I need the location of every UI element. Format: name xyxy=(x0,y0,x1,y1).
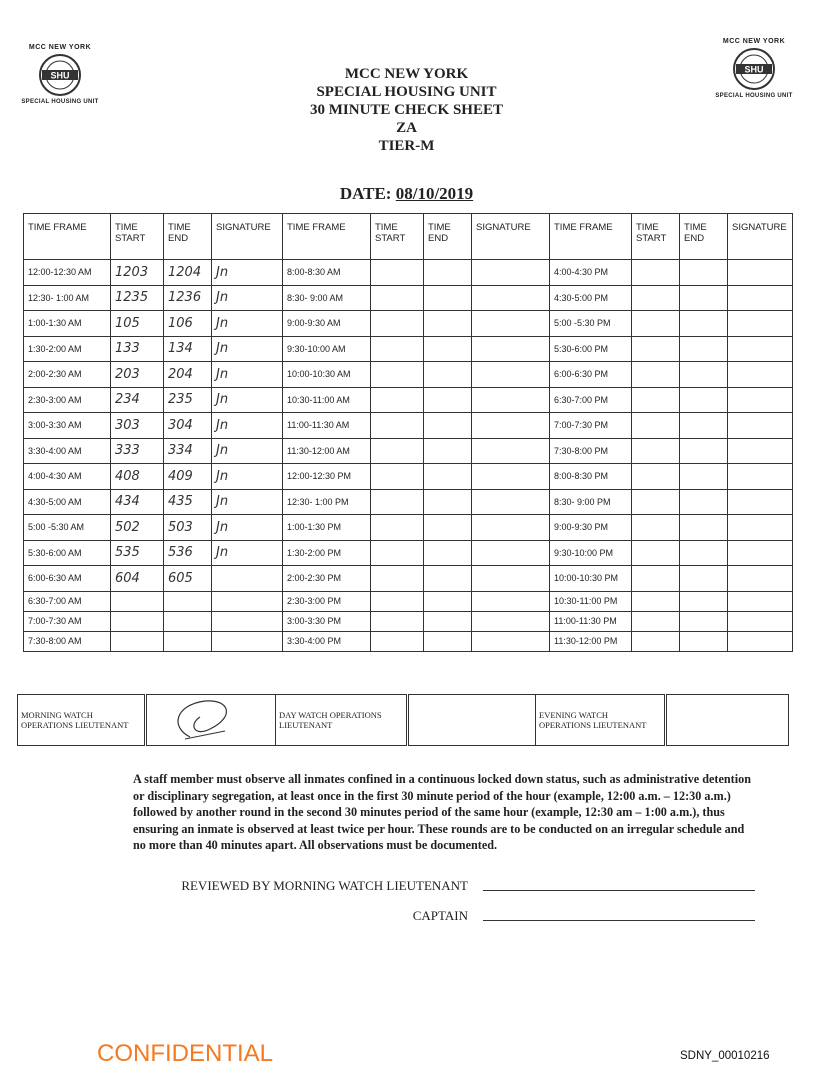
evening-lieutenant-label: EVENING WATCH OPERATIONS LIEUTENANT xyxy=(536,695,666,746)
time-frame-am: 1:00-1:30 AM xyxy=(24,311,111,337)
signature-cell: Jn xyxy=(212,489,283,515)
logo-bottom-text: SPECIAL HOUSING UNIT xyxy=(21,99,99,105)
time-end-cell xyxy=(680,311,728,337)
time-end-cell xyxy=(680,260,728,286)
time-frame-pm: 7:00-7:30 PM xyxy=(550,413,632,439)
time-frame-day: 12:00-12:30 PM xyxy=(283,464,371,490)
signature-cell xyxy=(728,311,793,337)
time-end-cell xyxy=(424,566,472,592)
time-start-cell: 333 xyxy=(111,438,164,464)
time-frame-day: 8:00-8:30 AM xyxy=(283,260,371,286)
time-end-cell xyxy=(680,591,728,611)
table-row xyxy=(24,489,793,515)
date-label: DATE: xyxy=(339,184,392,203)
time-frame-pm: 6:30-7:00 PM xyxy=(550,387,632,413)
signature-cell: Jn xyxy=(212,285,283,311)
table-row xyxy=(24,611,793,631)
signature-cell xyxy=(472,413,550,439)
time-frame-day: 12:30- 1:00 PM xyxy=(283,489,371,515)
time-end-cell xyxy=(680,540,728,566)
time-end-cell xyxy=(424,611,472,631)
time-end-cell xyxy=(164,631,212,651)
day-lieutenant-label: DAY WATCH OPERATIONS LIEUTENANT xyxy=(276,695,408,746)
time-start-cell xyxy=(111,611,164,631)
signature-cell xyxy=(472,387,550,413)
time-start-cell xyxy=(632,464,680,490)
time-start-cell: 535 xyxy=(111,540,164,566)
time-end-cell xyxy=(424,591,472,611)
time-end-cell: 304 xyxy=(164,413,212,439)
time-start-cell xyxy=(632,631,680,651)
time-frame-day: 1:00-1:30 PM xyxy=(283,515,371,541)
logo-center-text: SHU xyxy=(744,64,764,75)
table-row xyxy=(24,566,793,592)
lieutenant-table xyxy=(17,694,789,746)
date-line xyxy=(0,184,813,204)
signature-cell xyxy=(472,566,550,592)
time-frame-pm: 11:30-12:00 PM xyxy=(550,631,632,651)
time-start-cell: 408 xyxy=(111,464,164,490)
signature-cell xyxy=(728,489,793,515)
time-end-cell xyxy=(680,515,728,541)
time-end-cell xyxy=(424,413,472,439)
signature-cell xyxy=(728,566,793,592)
time-frame-day: 9:00-9:30 AM xyxy=(283,311,371,337)
time-end-cell: 1236 xyxy=(164,285,212,311)
signature-cell xyxy=(212,566,283,592)
time-start-cell xyxy=(632,566,680,592)
table-row xyxy=(24,362,793,388)
time-start-cell xyxy=(371,464,424,490)
time-frame-day: 11:00-11:30 AM xyxy=(283,413,371,439)
time-end-cell: 334 xyxy=(164,438,212,464)
time-frame-am: 6:00-6:30 AM xyxy=(24,566,111,592)
signature-cell xyxy=(472,489,550,515)
day-lieutenant-signature xyxy=(408,695,536,746)
time-start-cell: 234 xyxy=(111,387,164,413)
table-row xyxy=(24,336,793,362)
column-header: TIME START xyxy=(632,214,680,260)
column-header: TIME FRAME xyxy=(283,214,371,260)
time-end-cell xyxy=(680,566,728,592)
time-frame-am: 1:30-2:00 AM xyxy=(24,336,111,362)
header-line: 30 MINUTE CHECK SHEET xyxy=(310,102,503,118)
time-end-cell: 409 xyxy=(164,464,212,490)
time-frame-pm: 4:00-4:30 PM xyxy=(550,260,632,286)
time-start-cell xyxy=(632,387,680,413)
time-frame-am: 12:30- 1:00 AM xyxy=(24,285,111,311)
time-end-cell xyxy=(680,336,728,362)
time-start-cell xyxy=(632,591,680,611)
signature-cell: Jn xyxy=(212,362,283,388)
signature-cell: Jn xyxy=(212,387,283,413)
time-end-cell: 1204 xyxy=(164,260,212,286)
time-frame-pm: 7:30-8:00 PM xyxy=(550,438,632,464)
time-start-cell xyxy=(371,540,424,566)
signature-cell: Jn xyxy=(212,260,283,286)
time-frame-day: 11:30-12:00 AM xyxy=(283,438,371,464)
column-header: SIGNATURE xyxy=(728,214,793,260)
time-frame-pm: 11:00-11:30 PM xyxy=(550,611,632,631)
time-end-cell xyxy=(424,311,472,337)
time-end-cell xyxy=(680,464,728,490)
morning-lieutenant-signature xyxy=(146,695,276,746)
signature-cell xyxy=(728,387,793,413)
signature-cell xyxy=(728,631,793,651)
signature-cell xyxy=(472,611,550,631)
time-end-cell xyxy=(424,489,472,515)
time-frame-pm: 9:00-9:30 PM xyxy=(550,515,632,541)
page-title xyxy=(0,65,813,155)
time-end-cell: 106 xyxy=(164,311,212,337)
time-end-cell xyxy=(424,336,472,362)
confidential-stamp: CONFIDENTIAL xyxy=(97,1040,274,1067)
time-frame-am: 5:00 -5:30 AM xyxy=(24,515,111,541)
time-start-cell xyxy=(632,260,680,286)
table-row xyxy=(24,464,793,490)
time-frame-pm: 6:00-6:30 PM xyxy=(550,362,632,388)
check-table xyxy=(23,213,793,652)
signature-cell xyxy=(472,438,550,464)
time-end-cell: 134 xyxy=(164,336,212,362)
signature-cell xyxy=(728,285,793,311)
signature-cell xyxy=(212,631,283,651)
column-header: TIME FRAME xyxy=(550,214,632,260)
time-frame-day: 1:30-2:00 PM xyxy=(283,540,371,566)
time-end-cell: 204 xyxy=(164,362,212,388)
time-frame-day: 3:00-3:30 PM xyxy=(283,611,371,631)
header-line: SPECIAL HOUSING UNIT xyxy=(316,84,497,100)
time-frame-am: 6:30-7:00 AM xyxy=(24,591,111,611)
signature-cell xyxy=(472,362,550,388)
signature-cell: Jn xyxy=(212,515,283,541)
reviewed-signature-line xyxy=(483,890,755,891)
time-start-cell xyxy=(632,336,680,362)
time-start-cell: 434 xyxy=(111,489,164,515)
time-end-cell xyxy=(680,438,728,464)
column-header: TIME END xyxy=(164,214,212,260)
time-frame-am: 4:30-5:00 AM xyxy=(24,489,111,515)
time-frame-day: 2:30-3:00 PM xyxy=(283,591,371,611)
time-frame-day: 8:30- 9:00 AM xyxy=(283,285,371,311)
time-frame-am: 3:30-4:00 AM xyxy=(24,438,111,464)
time-frame-am: 2:00-2:30 AM xyxy=(24,362,111,388)
signature-cell xyxy=(728,438,793,464)
time-start-cell xyxy=(371,438,424,464)
time-frame-am: 12:00-12:30 AM xyxy=(24,260,111,286)
time-start-cell: 1235 xyxy=(111,285,164,311)
time-end-cell xyxy=(424,362,472,388)
signature-cell xyxy=(728,336,793,362)
signature-cell xyxy=(212,591,283,611)
header-line: ZA xyxy=(396,120,417,136)
time-frame-pm: 10:00-10:30 PM xyxy=(550,566,632,592)
table-row xyxy=(24,515,793,541)
time-start-cell xyxy=(371,285,424,311)
time-frame-pm: 10:30-11:00 PM xyxy=(550,591,632,611)
column-header: TIME START xyxy=(371,214,424,260)
time-end-cell: 503 xyxy=(164,515,212,541)
header-line: TIER-M xyxy=(378,138,435,154)
signature-cell xyxy=(472,464,550,490)
time-end-cell xyxy=(424,631,472,651)
time-end-cell xyxy=(424,260,472,286)
notice-text: A staff member must observe all inmates confined in a continuous locked down status, such as administrative detention or disciplinary segregation, at least once in the first 30 minute period of the hour (example, 12:00 a.m. – 12:30 a.m.) followed by another round in the second 30 minutes period of the same hour (example, 12:30 am – 1:00 a.m.), thus ensuring an inmate is observed at least twice per hour. These rounds are to be conducted on an irregular schedule and no more than 40 minutes apart. All observations must be documented. xyxy=(133,772,751,852)
time-start-cell xyxy=(371,591,424,611)
time-start-cell xyxy=(371,566,424,592)
time-end-cell xyxy=(680,387,728,413)
signature-cell xyxy=(472,515,550,541)
time-frame-day: 10:30-11:00 AM xyxy=(283,387,371,413)
logo-bottom-text: SPECIAL HOUSING UNIT xyxy=(715,93,793,99)
time-start-cell xyxy=(632,362,680,388)
evening-lieutenant-signature xyxy=(666,695,789,746)
column-header: SIGNATURE xyxy=(472,214,550,260)
time-frame-day: 3:30-4:00 PM xyxy=(283,631,371,651)
table-row xyxy=(24,591,793,611)
time-start-cell xyxy=(111,591,164,611)
time-end-cell xyxy=(424,438,472,464)
time-start-cell xyxy=(371,489,424,515)
time-end-cell xyxy=(164,611,212,631)
column-header: TIME END xyxy=(424,214,472,260)
time-start-cell: 105 xyxy=(111,311,164,337)
column-header: SIGNATURE xyxy=(212,214,283,260)
time-start-cell: 133 xyxy=(111,336,164,362)
signature-cell: Jn xyxy=(212,464,283,490)
signature-cell: Jn xyxy=(212,413,283,439)
signature-cell xyxy=(728,515,793,541)
time-start-cell: 1203 xyxy=(111,260,164,286)
signature-cell xyxy=(728,362,793,388)
logo-top-text: MCC NEW YORK xyxy=(722,38,786,45)
table-row xyxy=(24,540,793,566)
header-line: MCC NEW YORK xyxy=(344,66,469,82)
time-end-cell xyxy=(680,489,728,515)
column-header: TIME FRAME xyxy=(24,214,111,260)
signature-cell xyxy=(728,260,793,286)
column-header: TIME START xyxy=(111,214,164,260)
time-start-cell xyxy=(632,438,680,464)
time-start-cell xyxy=(632,311,680,337)
bates-number: SDNY_00010216 xyxy=(680,1050,770,1062)
signature-cell xyxy=(728,464,793,490)
time-start-cell: 203 xyxy=(111,362,164,388)
time-frame-am: 7:30-8:00 AM xyxy=(24,631,111,651)
signature-cell xyxy=(472,311,550,337)
time-start-cell: 303 xyxy=(111,413,164,439)
time-end-cell xyxy=(424,285,472,311)
signature-cell xyxy=(728,413,793,439)
time-frame-am: 4:00-4:30 AM xyxy=(24,464,111,490)
table-row xyxy=(24,631,793,651)
logo-center-text: SHU xyxy=(50,70,70,81)
time-start-cell xyxy=(632,285,680,311)
signature-cell xyxy=(472,540,550,566)
time-start-cell xyxy=(371,336,424,362)
time-start-cell xyxy=(632,413,680,439)
table-row xyxy=(24,285,793,311)
time-frame-am: 3:00-3:30 AM xyxy=(24,413,111,439)
time-frame-pm: 5:00 -5:30 PM xyxy=(550,311,632,337)
signature-cell xyxy=(728,591,793,611)
signature-cell xyxy=(472,336,550,362)
time-start-cell xyxy=(371,311,424,337)
time-start-cell: 604 xyxy=(111,566,164,592)
time-end-cell xyxy=(680,285,728,311)
time-start-cell xyxy=(371,631,424,651)
captain-signature-line xyxy=(483,920,755,921)
time-end-cell xyxy=(164,591,212,611)
time-end-cell xyxy=(424,540,472,566)
logo-top-text: MCC NEW YORK xyxy=(28,44,92,51)
signature-cell: Jn xyxy=(212,311,283,337)
time-end-cell xyxy=(680,611,728,631)
time-end-cell xyxy=(680,631,728,651)
time-start-cell xyxy=(632,515,680,541)
time-frame-am: 2:30-3:00 AM xyxy=(24,387,111,413)
time-frame-day: 2:00-2:30 PM xyxy=(283,566,371,592)
time-end-cell xyxy=(680,362,728,388)
time-frame-pm: 8:30- 9:00 PM xyxy=(550,489,632,515)
signature-cell xyxy=(728,611,793,631)
time-start-cell xyxy=(371,515,424,541)
time-start-cell xyxy=(632,540,680,566)
time-end-cell xyxy=(424,387,472,413)
time-end-cell: 605 xyxy=(164,566,212,592)
time-start-cell xyxy=(632,611,680,631)
signature-scribble-icon xyxy=(150,697,260,741)
time-end-cell xyxy=(424,515,472,541)
signature-cell xyxy=(472,260,550,286)
time-start-cell xyxy=(632,489,680,515)
time-frame-day: 10:00-10:30 AM xyxy=(283,362,371,388)
time-start-cell xyxy=(371,260,424,286)
time-end-cell xyxy=(424,464,472,490)
time-frame-day: 9:30-10:00 AM xyxy=(283,336,371,362)
time-frame-pm: 4:30-5:00 PM xyxy=(550,285,632,311)
time-end-cell: 536 xyxy=(164,540,212,566)
time-end-cell: 435 xyxy=(164,489,212,515)
time-start-cell xyxy=(371,362,424,388)
reviewed-label: REVIEWED BY MORNING WATCH LIEUTENANT xyxy=(181,878,468,893)
signature-cell xyxy=(472,631,550,651)
time-frame-am: 5:30-6:00 AM xyxy=(24,540,111,566)
table-row xyxy=(24,311,793,337)
signature-cell xyxy=(472,591,550,611)
time-frame-am: 7:00-7:30 AM xyxy=(24,611,111,631)
time-start-cell: 502 xyxy=(111,515,164,541)
time-end-cell xyxy=(680,413,728,439)
table-row xyxy=(24,387,793,413)
time-start-cell xyxy=(371,387,424,413)
column-header: TIME END xyxy=(680,214,728,260)
table-row xyxy=(24,413,793,439)
time-start-cell xyxy=(111,631,164,651)
signature-cell: Jn xyxy=(212,336,283,362)
signature-cell: Jn xyxy=(212,438,283,464)
signature-cell: Jn xyxy=(212,540,283,566)
time-frame-pm: 9:30-10:00 PM xyxy=(550,540,632,566)
captain-label: CAPTAIN xyxy=(412,908,468,923)
date-value: 08/10/2019 xyxy=(395,184,474,203)
time-end-cell: 235 xyxy=(164,387,212,413)
time-start-cell xyxy=(371,413,424,439)
signature-cell xyxy=(728,540,793,566)
morning-lieutenant-label: MORNING WATCH OPERATIONS LIEUTENANT xyxy=(18,695,146,746)
time-start-cell xyxy=(371,611,424,631)
table-row xyxy=(24,438,793,464)
time-frame-pm: 5:30-6:00 PM xyxy=(550,336,632,362)
signature-cell xyxy=(472,285,550,311)
time-frame-pm: 8:00-8:30 PM xyxy=(550,464,632,490)
signature-cell xyxy=(212,611,283,631)
table-row xyxy=(24,260,793,286)
